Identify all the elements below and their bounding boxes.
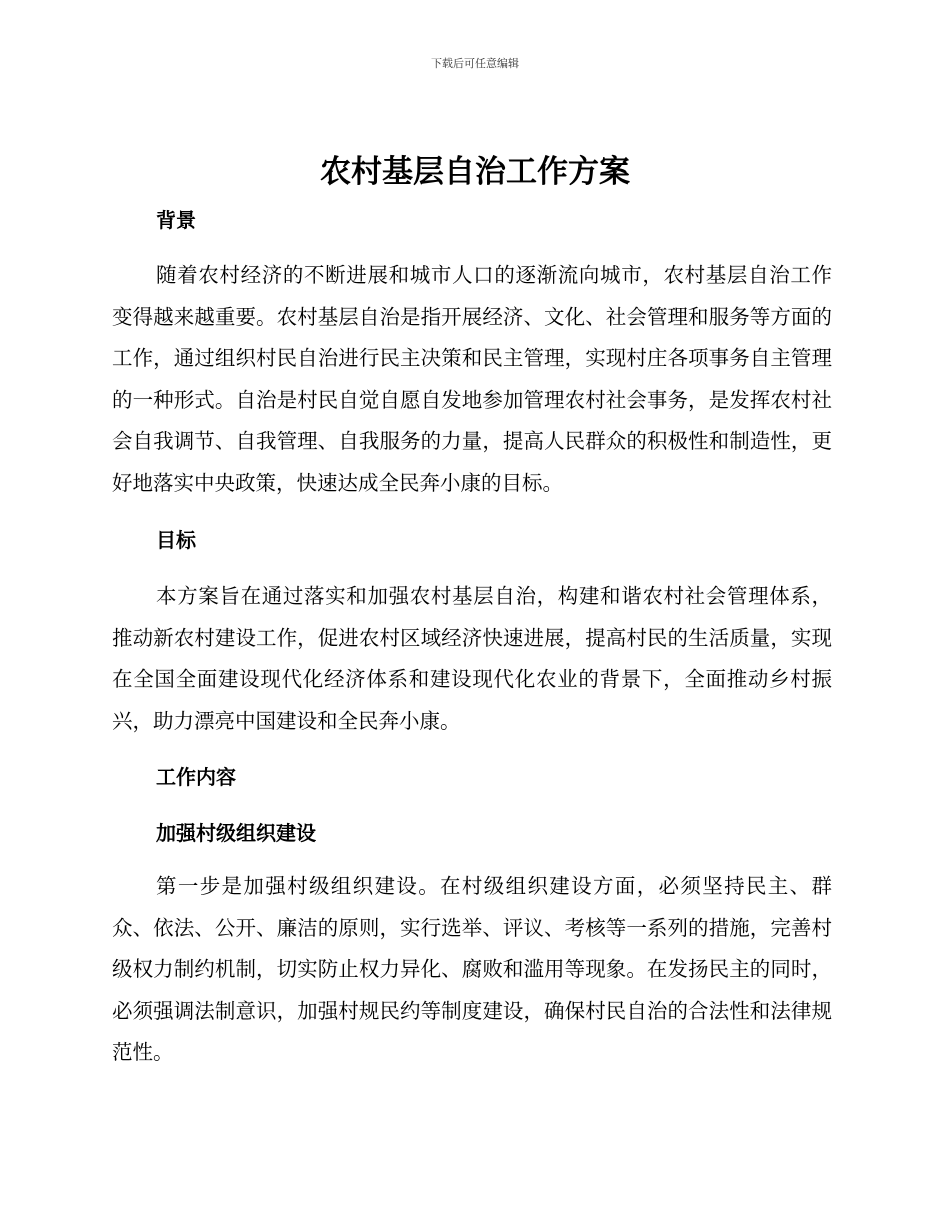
document-title: 农村基层自治工作方案 bbox=[320, 154, 630, 190]
section-heading-goal: 目标 bbox=[156, 528, 196, 552]
section-heading-work-content: 工作内容 bbox=[156, 765, 236, 789]
header-note: 下载后可任意编辑 bbox=[431, 57, 519, 70]
paragraph-goal: 本方案旨在通过落实和加强农村基层自治，构建和谐农村社会管理体系，推动新农村建设工作，促进农村区域经济快速进展，提高村民的生活质量，实现在全国全面建设现代化经济体系和建设现代化农业的背景下，全面推动乡村振兴，助力漂亮中国建设和全民奔小康。 bbox=[112, 584, 832, 733]
paragraph-background: 随着农村经济的不断进展和城市人口的逐渐流向城市，农村基层自治工作变得越来越重要。农村基层自治是指开展经济、文化、社会管理和服务等方面的工作，通过组织村民自治进行民主决策和民主管理，实现村庄各项事务自主管理的一种形式。自治是村民自觉自愿自发地参加管理农村社会事务，是发挥农村社会自我调节、自我管理、自我服务的力量，提高人民群众的积极性和制造性，更好地落实中央政策，快速达成全民奔小康的目标。 bbox=[112, 263, 832, 495]
paragraph-village-org: 第一步是加强村级组织建设。在村级组织建设方面，必须坚持民主、群众、依法、公开、廉洁的原则，实行选举、评议、考核等一系列的措施，完善村级权力制约机制，切实防止权力异化、腐败和滥用等现象。在发扬民主的同时，必须强调法制意识，加强村规民约等制度建设，确保村民自治的合法性和法律规范性。 bbox=[112, 874, 832, 1064]
section-heading-background: 背景 bbox=[156, 208, 196, 232]
subsection-heading-village-org: 加强村级组织建设 bbox=[156, 821, 316, 845]
